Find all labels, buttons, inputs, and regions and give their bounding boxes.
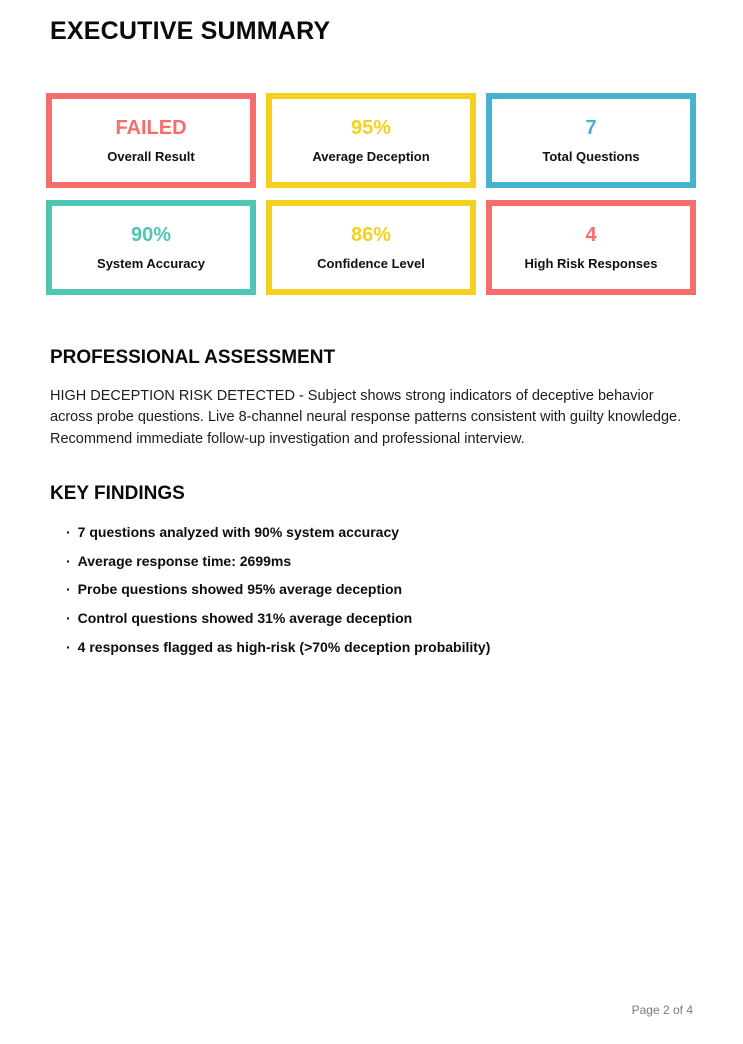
bullet-dot: · bbox=[66, 552, 71, 569]
finding-text: Average response time: 2699ms bbox=[77, 552, 292, 569]
stat-card bbox=[486, 93, 696, 188]
stat-card-value: 4 bbox=[585, 224, 597, 246]
finding-item bbox=[66, 609, 490, 627]
stat-card bbox=[266, 200, 476, 295]
finding-text: Control questions showed 31% average deception bbox=[77, 610, 413, 627]
finding-text: Probe questions showed 95% average deception bbox=[77, 581, 403, 598]
finding-item bbox=[66, 638, 490, 656]
stat-card-value: 95% bbox=[350, 117, 392, 139]
page-title: EXECUTIVE SUMMARY bbox=[50, 17, 331, 45]
stat-card bbox=[46, 200, 256, 295]
page-number: Page 2 of 4 bbox=[631, 1003, 693, 1017]
stat-card-value: 7 bbox=[585, 117, 597, 139]
stat-card-label: System Accuracy bbox=[97, 256, 205, 271]
bullet-dot: · bbox=[66, 581, 71, 598]
findings-list bbox=[66, 523, 490, 666]
bullet-dot: · bbox=[66, 524, 71, 540]
stat-card bbox=[266, 93, 476, 188]
stat-card bbox=[486, 200, 696, 295]
finding-item bbox=[66, 580, 490, 598]
stat-card-grid bbox=[46, 93, 696, 295]
findings-heading: KEY FINDINGS bbox=[50, 483, 185, 504]
stat-card-value: FAILED bbox=[115, 117, 187, 139]
stat-card-label: High Risk Responses bbox=[524, 256, 658, 271]
bullet-dot: · bbox=[66, 638, 71, 655]
stat-card-label: Total Questions bbox=[542, 149, 640, 164]
finding-text: 7 questions analyzed with 90% system accuracy bbox=[77, 524, 400, 540]
finding-item bbox=[66, 552, 490, 570]
assessment-heading: PROFESSIONAL ASSESSMENT bbox=[50, 347, 336, 368]
stat-card-label: Average Deception bbox=[312, 149, 430, 164]
stat-card-value: 90% bbox=[130, 224, 172, 246]
stat-card bbox=[46, 93, 256, 188]
finding-item bbox=[66, 523, 490, 541]
finding-text: 4 responses flagged as high-risk (>70% deception probability) bbox=[77, 638, 491, 655]
assessment-body-text: HIGH DECEPTION RISK DETECTED - Subject shows strong indicators of deceptive behavior across probe questions. Live 8-channel neural response patterns consistent with guilty knowledge. Recommend immediate follow-up investigation and professional interview. bbox=[50, 388, 682, 447]
stat-card-value: 86% bbox=[350, 224, 392, 246]
stat-card-label: Confidence Level bbox=[317, 256, 425, 271]
bullet-dot: · bbox=[66, 610, 71, 627]
stat-card-label: Overall Result bbox=[107, 149, 195, 164]
